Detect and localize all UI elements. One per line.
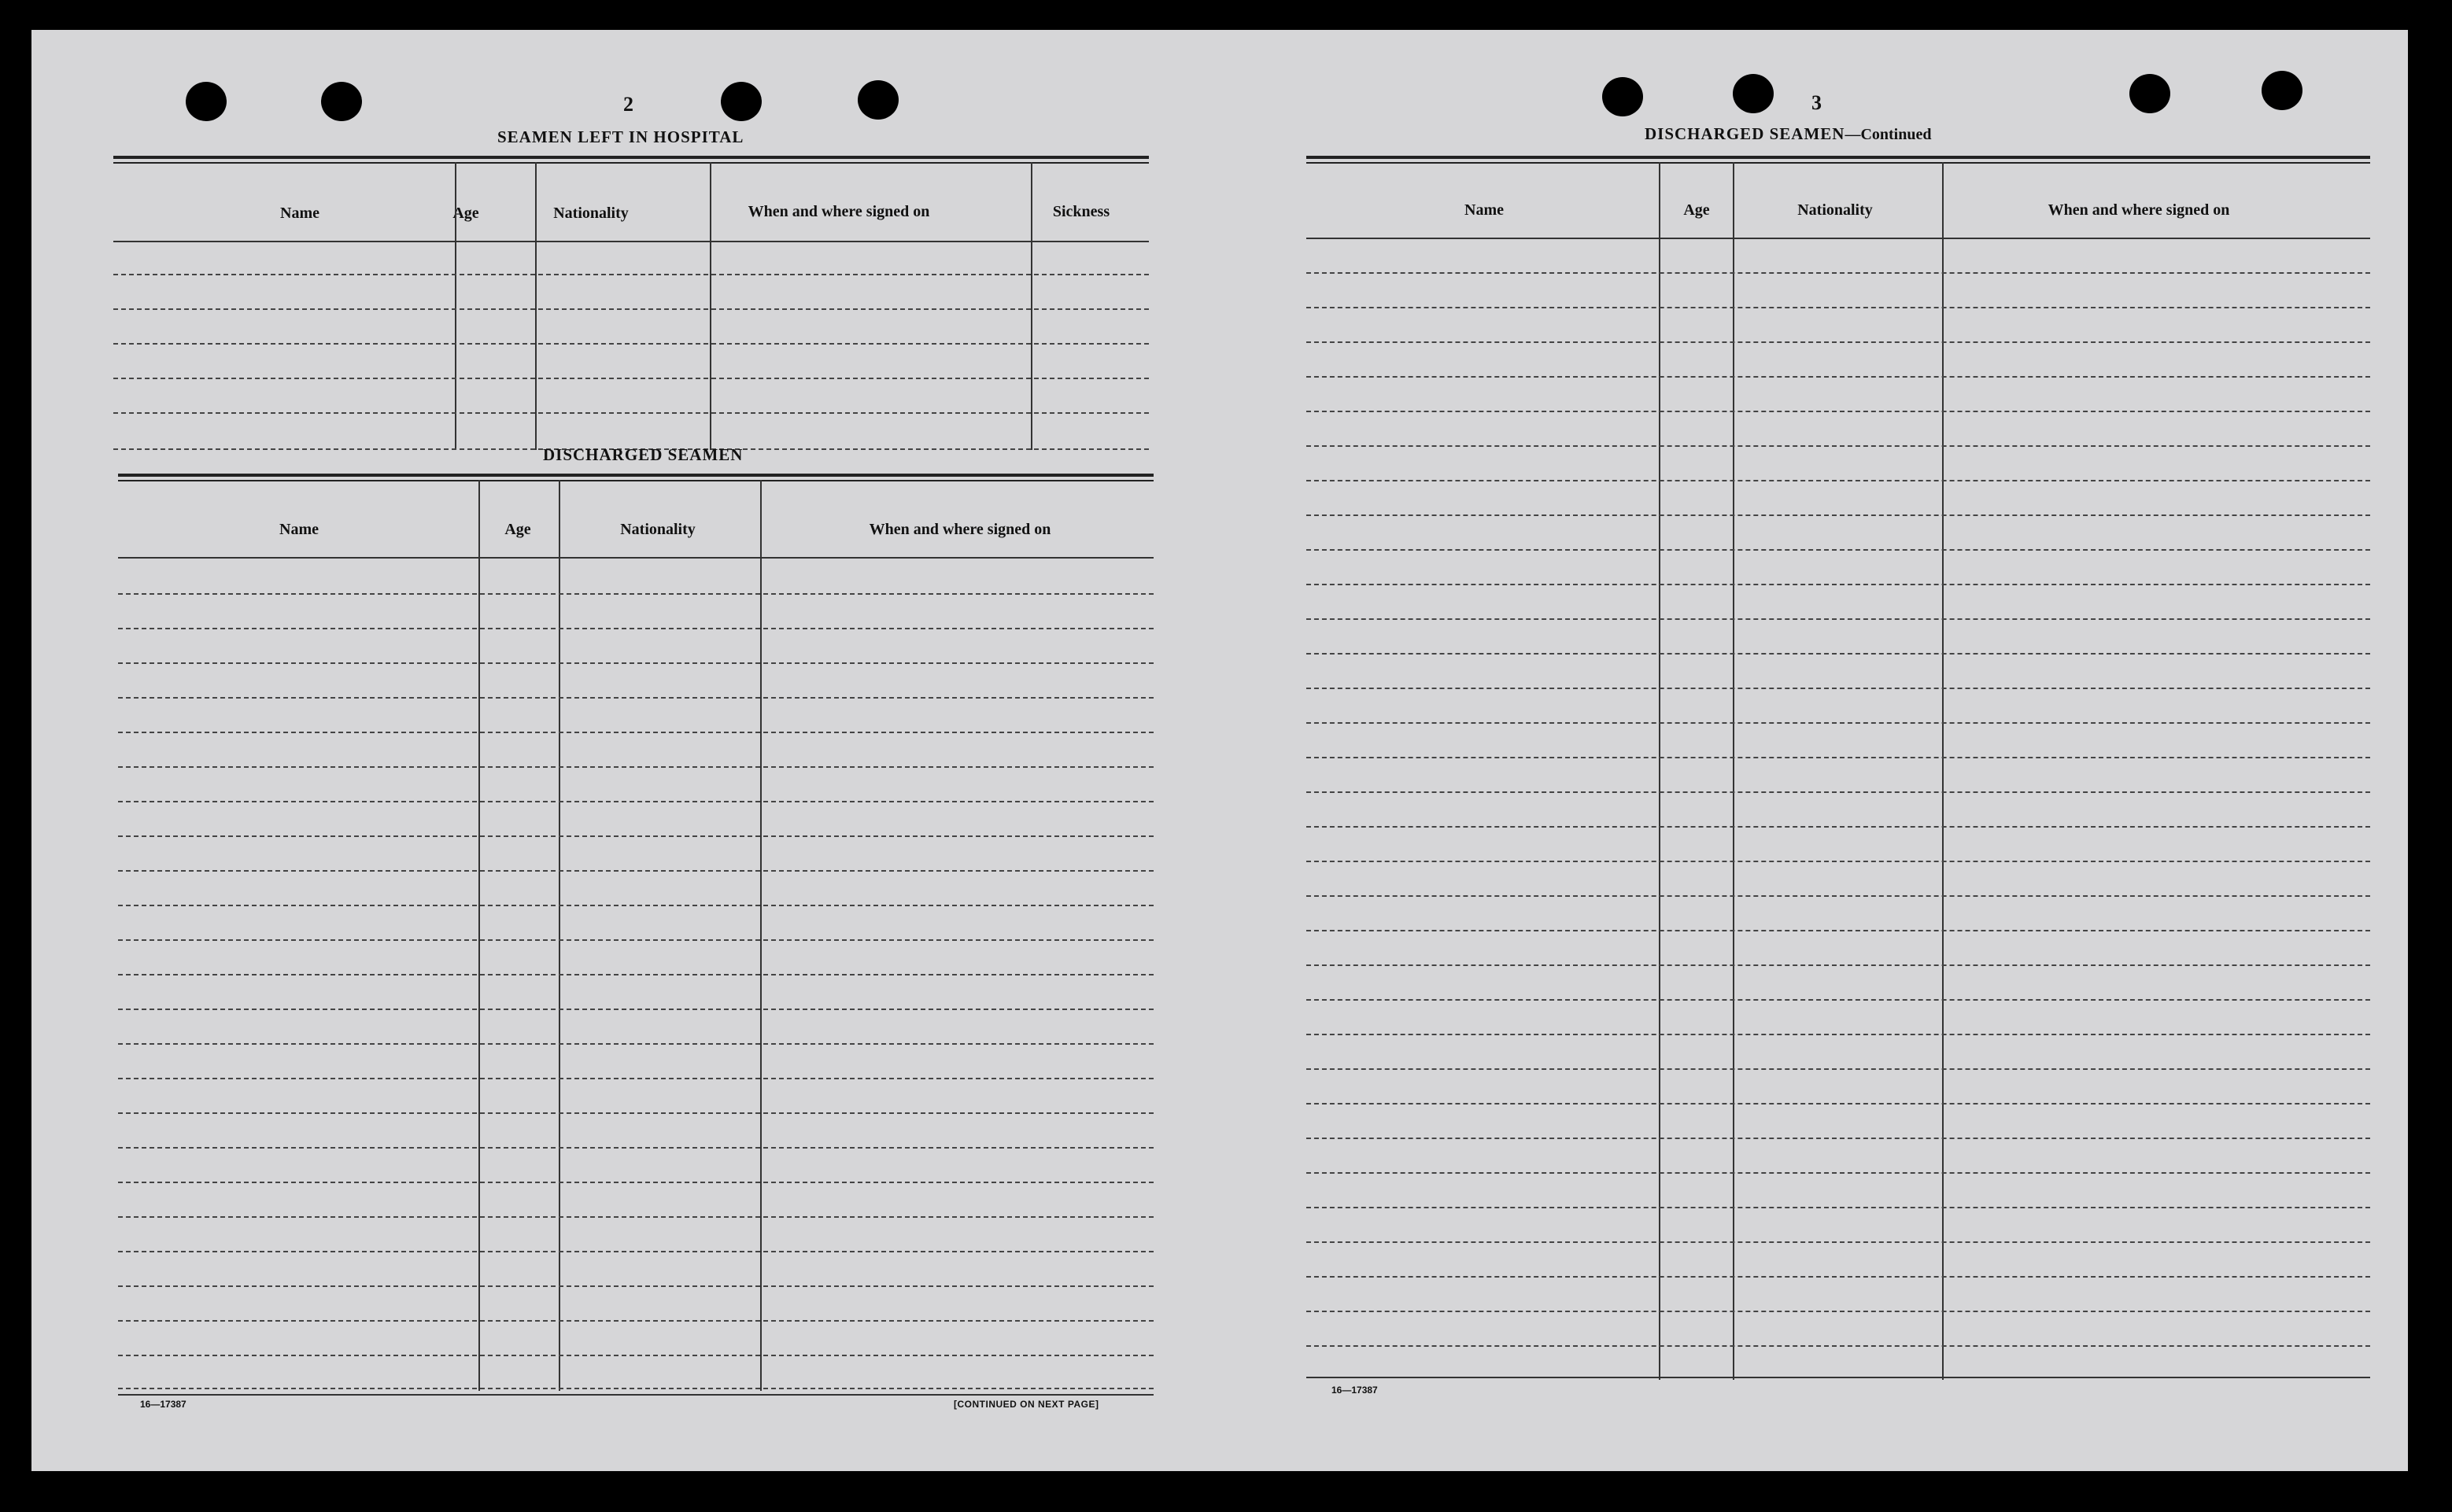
- discharged-section-title: DISCHARGED SEAMEN: [543, 445, 744, 464]
- page-number-right: 3: [1811, 91, 1822, 114]
- hospital-section-title: SEAMEN LEFT IN HOSPITAL: [497, 127, 744, 146]
- discharged-table-right: [1306, 156, 2370, 1411]
- column-header-nationality: Nationality: [553, 205, 629, 222]
- column-header-signed-on: When and where signed on: [748, 203, 930, 220]
- column-header-sickness: Sickness: [1052, 203, 1110, 220]
- punch-hole: [1733, 74, 1774, 113]
- punch-hole: [321, 82, 362, 121]
- punch-hole: [2262, 71, 2302, 110]
- column-header-age: Age: [1683, 201, 1710, 219]
- column-header-nationality: Nationality: [620, 521, 696, 538]
- column-header-name: Name: [280, 205, 319, 222]
- page-number-left: 2: [623, 93, 633, 116]
- punch-hole: [1602, 77, 1643, 116]
- punch-hole: [858, 80, 899, 120]
- discharged-title-text: DISCHARGED SEAMEN: [1645, 124, 1845, 143]
- discharged-continued-title: [1645, 124, 1931, 144]
- continued-note: [CONTINUED ON NEXT PAGE]: [954, 1399, 1099, 1410]
- punch-hole: [721, 82, 762, 121]
- form-number-left: 16—17387: [140, 1399, 186, 1410]
- column-header-signed-on: When and where signed on: [2048, 201, 2230, 219]
- punch-hole: [186, 82, 227, 121]
- column-header-name: Name: [1464, 201, 1504, 219]
- column-header-name: Name: [279, 521, 319, 538]
- column-header-signed-on: When and where signed on: [869, 521, 1051, 538]
- discharged-table-left: [118, 474, 1154, 1425]
- column-header-age: Age: [452, 205, 479, 222]
- punch-hole: [2129, 74, 2170, 113]
- hospital-table: [113, 156, 1149, 453]
- continued-suffix: —Continued: [1845, 126, 1932, 143]
- column-header-age: Age: [504, 521, 531, 538]
- column-header-nationality: Nationality: [1797, 201, 1873, 219]
- form-number-right: 16—17387: [1331, 1385, 1378, 1396]
- document-sheet: [31, 30, 2408, 1471]
